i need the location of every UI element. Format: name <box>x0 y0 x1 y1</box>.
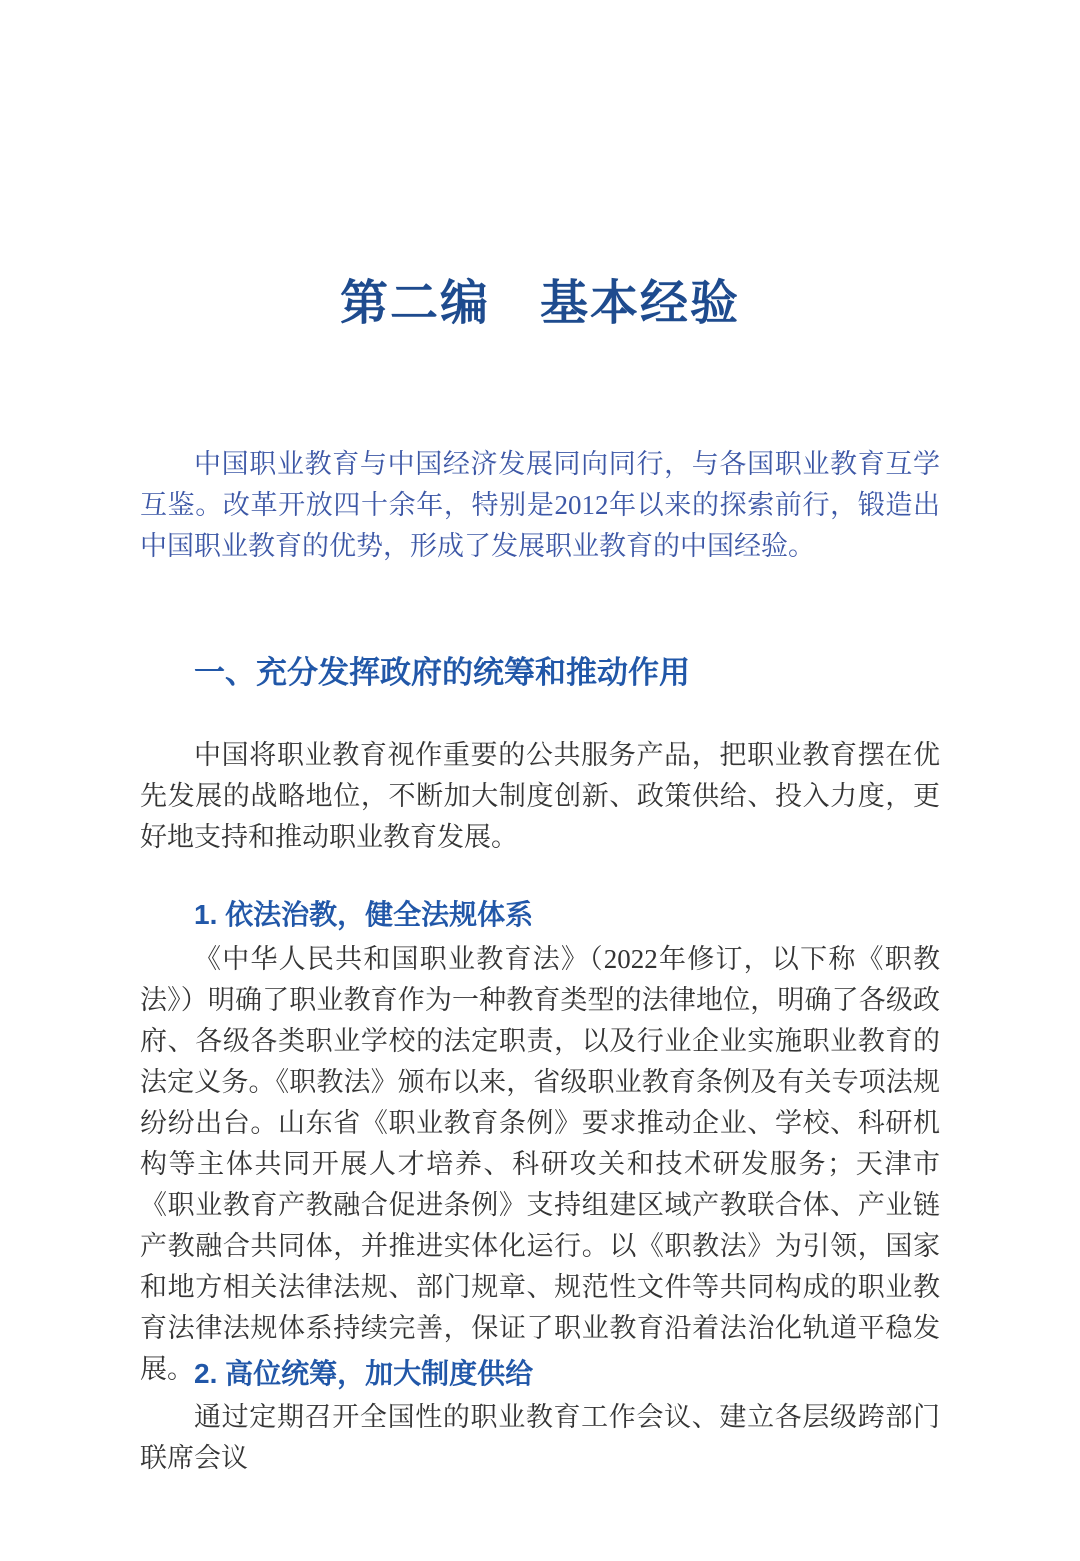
subsection-2-heading: 2. 高位统筹，加大制度供给 <box>194 1358 534 1389</box>
section-1-heading: 一、充分发挥政府的统筹和推动作用 <box>194 655 690 690</box>
subsection-1-heading: 1. 依法治教，健全法规体系 <box>194 899 534 930</box>
section-1-lead-paragraph: 中国将职业教育视作重要的公共服务产品，把职业教育摆在优先发展的战略地位，不断加大制度创新、政策供给、投入力度，更好地支持和推动职业教育发展。 <box>140 740 940 852</box>
subsection-1-paragraph: 《中华人民共和国职业教育法》（2022年修订，以下称《职教法》）明确了职业教育作为一种教育类型的法律地位，明确了各级政府、各级各类职业学校的法定职责，以及行业企业实施职业教育的法定义务。《职教法》颁布以来，省级职业教育条例及有关专项法规纷纷出台。山东省《职业教育条例》要求推动企业、学校、科研机构等主体共同开展人才培养、科研攻关和技术研发服务；天津市《职业教育产教融合促进条例》支持组建区域产教联合体、产业链产教融合共同体，并推进实体化运行。以《职教法》为引领，国家和地方相关法律法规、部门规章、规范性文件等共同构成的职业教育法律法规体系持续完善，保证了职业教育沿着法治化轨道平稳发展。 <box>140 944 940 1384</box>
subsection-2-paragraph: 通过定期召开全国性的职业教育工作会议、建立各层级跨部门联席会议 <box>140 1402 940 1473</box>
intro-paragraph: 中国职业教育与中国经济发展同向同行，与各国职业教育互学互鉴。改革开放四十余年，特别是2012年以来的探索前行，锻造出中国职业教育的优势，形成了发展职业教育的中国经验。 <box>140 449 940 561</box>
part-title: 第二编 基本经验 <box>339 277 740 330</box>
